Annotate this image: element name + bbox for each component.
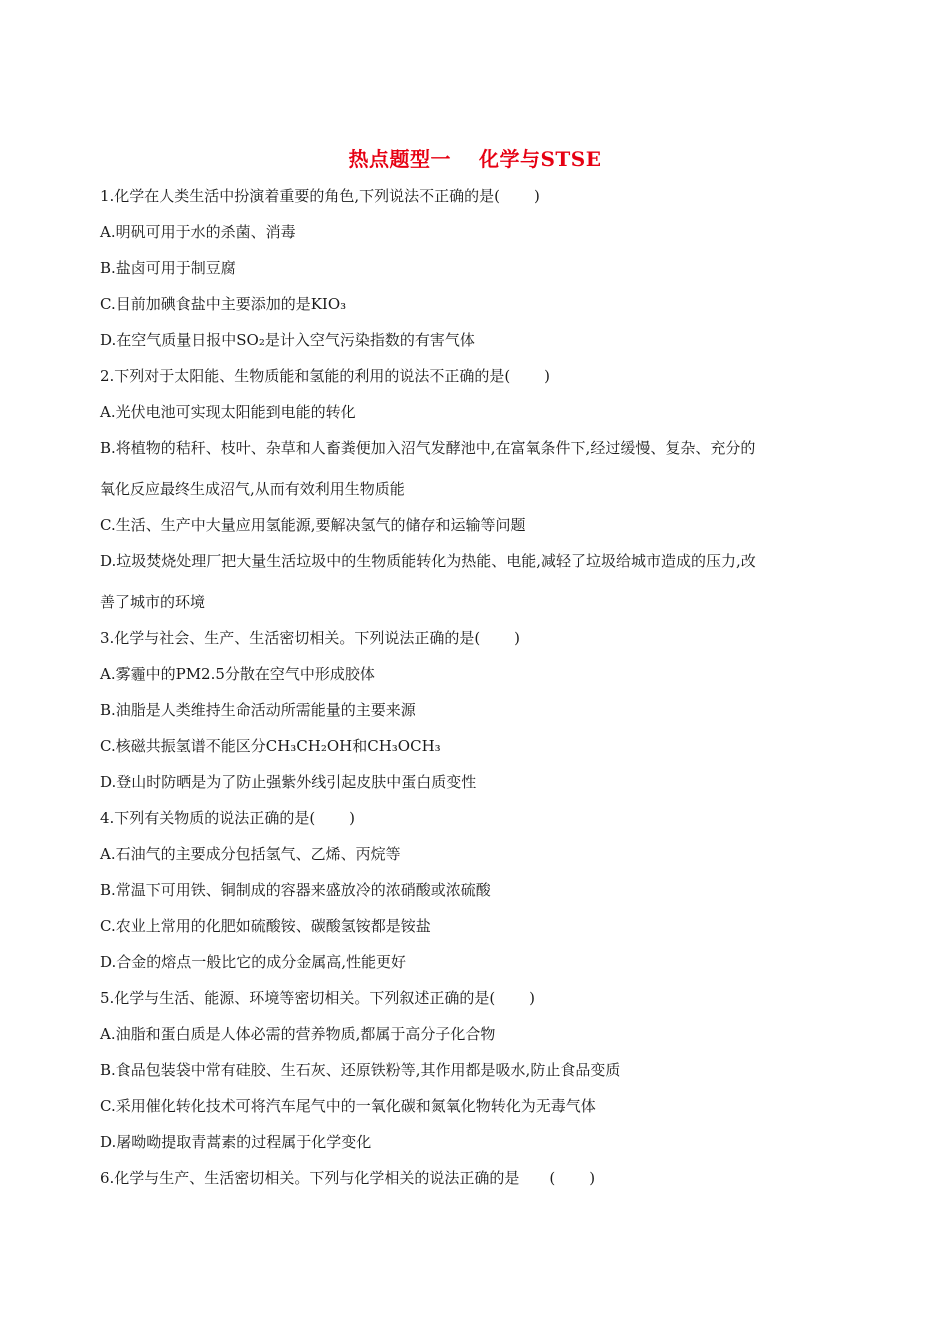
question-5-option-b: B.食品包装袋中常有硅胶、生石灰、还原铁粉等,其作用都是吸水,防止食品变质 [100, 1061, 621, 1079]
title-part-2: 化学与STSE [478, 147, 602, 171]
question-2-option-b: B.将植物的秸秆、枝叶、杂草和人畜粪便加入沼气发酵池中,在富氧条件下,经过缓慢、复杂、充分的 [100, 439, 756, 457]
question-2-option-c: C.生活、生产中大量应用氢能源,要解决氢气的储存和运输等问题 [100, 516, 526, 534]
question-4-option-a: A.石油气的主要成分包括氢气、乙烯、丙烷等 [100, 845, 401, 863]
question-3-option-c: C.核磁共振氢谱不能区分CH₃CH₂OH和CH₃OCH₃ [100, 737, 441, 755]
question-1-option-d: D.在空气质量日报中SO₂是计入空气污染指数的有害气体 [100, 331, 475, 349]
question-3-stem: 3.化学与社会、生产、生活密切相关。下列说法正确的是( ) [100, 629, 521, 647]
question-5-option-c: C.采用催化转化技术可将汽车尾气中的一氧化碳和氮氧化物转化为无毒气体 [100, 1097, 596, 1115]
question-4-stem: 4.下列有关物质的说法正确的是( ) [100, 809, 356, 827]
question-5-option-d: D.屠呦呦提取青蒿素的过程属于化学变化 [100, 1133, 372, 1151]
question-2-option-a: A.光伏电池可实现太阳能到电能的转化 [100, 403, 356, 421]
question-5-stem: 5.化学与生活、能源、环境等密切相关。下列叙述正确的是( ) [100, 989, 536, 1007]
question-1-stem: 1.化学在人类生活中扮演着重要的角色,下列说法不正确的是( ) [100, 187, 540, 205]
question-3-option-a: A.雾霾中的PM2.5分散在空气中形成胶体 [100, 665, 375, 683]
page-title [0, 143, 950, 172]
question-6-stem: 6.化学与生产、生活密切相关。下列与化学相关的说法正确的是 ( ) [100, 1169, 596, 1187]
question-1-option-b: B.盐卤可用于制豆腐 [100, 259, 236, 277]
question-1-option-a: A.明矾可用于水的杀菌、消毒 [100, 223, 296, 241]
question-1-option-c: C.目前加碘食盐中主要添加的是KIO₃ [100, 295, 347, 313]
question-2-stem: 2.下列对于太阳能、生物质能和氢能的利用的说法不正确的是( ) [100, 367, 551, 385]
question-5-option-a: A.油脂和蛋白质是人体必需的营养物质,都属于高分子化合物 [100, 1025, 496, 1043]
question-4-option-b: B.常温下可用铁、铜制成的容器来盛放冷的浓硝酸或浓硫酸 [100, 881, 491, 899]
question-2-option-b-continued: 氧化反应最终生成沼气,从而有效利用生物质能 [100, 480, 405, 498]
question-4-option-c: C.农业上常用的化肥如硫酸铵、碳酸氢铵都是铵盐 [100, 917, 431, 935]
title-part-1: 热点题型一 [348, 147, 451, 171]
question-2-option-d-continued: 善了城市的环境 [100, 593, 206, 611]
question-2-option-d: D.垃圾焚烧处理厂把大量生活垃圾中的生物质能转化为热能、电能,减轻了垃圾给城市造成的压力,改 [100, 552, 756, 570]
question-3-option-b: B.油脂是人类维持生命活动所需能量的主要来源 [100, 701, 416, 719]
question-3-option-d: D.登山时防晒是为了防止强紫外线引起皮肤中蛋白质变性 [100, 773, 477, 791]
question-4-option-d: D.合金的熔点一般比它的成分金属高,性能更好 [100, 953, 407, 971]
